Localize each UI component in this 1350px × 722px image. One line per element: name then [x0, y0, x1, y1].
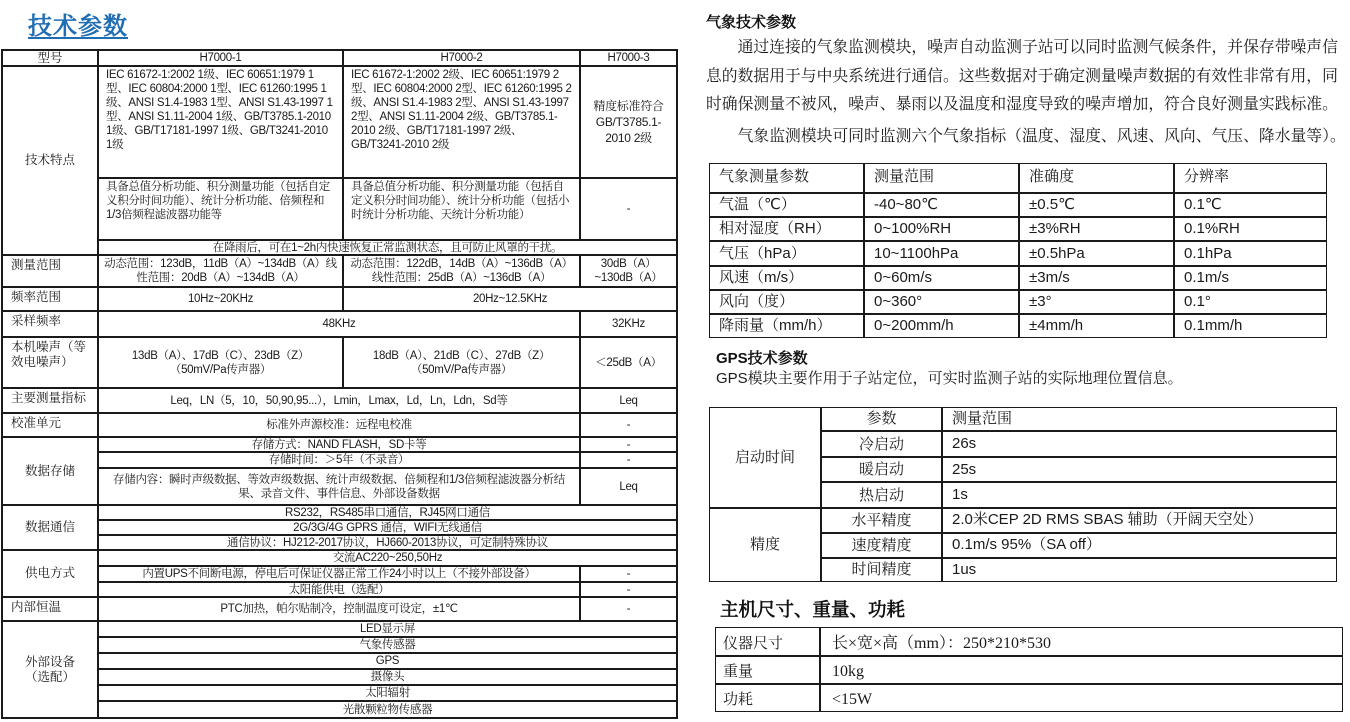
sampling-rate-h7000-3: 32KHz: [580, 311, 677, 337]
gps-value-warm-start: 25s: [942, 457, 1337, 482]
power-solar-h7000-3: -: [580, 582, 677, 597]
gps-value-hot-start: 1s: [942, 482, 1337, 508]
weather-header-accuracy: 准确度: [1019, 163, 1174, 193]
row-label-storage: 数据存储: [2, 437, 98, 505]
gps-header-range: 测量范围: [942, 407, 1337, 431]
power-ac: 交流AC220~250,50Hz: [98, 550, 677, 566]
host-label-dimensions: 仪器尺寸: [715, 627, 820, 656]
weather-cell: ±3%RH: [1019, 217, 1174, 241]
weather-cell: ±0.5℃: [1019, 193, 1174, 217]
row-label-sampling-rate: 采样频率: [2, 311, 98, 337]
weather-cell: 0~360°: [864, 290, 1019, 314]
self-noise-h7000-1: 13dB（A）、17dB（C）、23dB（Z）（50mV/Pa传声器）: [98, 337, 343, 388]
weather-cell: ±4mm/h: [1019, 314, 1174, 338]
gps-param-cold-start: 冷启动: [821, 431, 942, 457]
weather-cell: 气温（℃）: [709, 193, 864, 217]
external-device-item: 光散颗粒物传感器: [98, 701, 677, 718]
gps-value-horizontal: 2.0米CEP 2D RMS SBAS 辅助（开阔天空处）: [942, 508, 1337, 533]
row-label-frequency-range: 频率范围: [2, 287, 98, 311]
weather-cell: 0.1m/s: [1174, 266, 1327, 290]
power-ups-h7000-3: -: [580, 566, 677, 582]
functions-h7000-1: 具备总值分析功能、积分测量功能（包括自定义积分时间功能）、统计分析功能、倍频程和1/3倍频程滤波器功能等: [98, 178, 343, 240]
row-label-self-noise: 本机噪声（等效电噪声）: [2, 337, 98, 388]
weather-header-resolution: 分辨率: [1174, 163, 1327, 193]
weather-header-param: 气象测量参数: [709, 163, 864, 193]
external-device-item: GPS: [98, 653, 677, 669]
sampling-rate-h7000-1-2: 48KHz: [98, 311, 580, 337]
weather-cell: -40~80℃: [864, 193, 1019, 217]
weather-cell: 0.1%RH: [1174, 217, 1327, 241]
weather-cell: 相对湿度（RH）: [709, 217, 864, 241]
measurement-range-h7000-2: 动态范围：122dB，14dB（A）~136dB（A）线性范围：25dB（A）~136dB（A）: [343, 255, 580, 287]
weather-cell: 风向（度）: [709, 290, 864, 314]
gps-header-param: 参数: [821, 407, 942, 431]
header-h7000-3: H7000-3: [580, 50, 677, 66]
thermostat-h7000-3: -: [580, 597, 677, 621]
weather-cell: 0~60m/s: [864, 266, 1019, 290]
gps-group-accuracy: 精度: [709, 508, 821, 582]
weather-cell: 0.1°: [1174, 290, 1327, 314]
weather-cell: 0.1hPa: [1174, 241, 1327, 266]
functions-h7000-3: -: [580, 178, 677, 240]
power-ups: 内置UPS不间断电源，停电后可保证仪器正常工作24小时以上（不接外部设备）: [98, 566, 580, 582]
calibration-h7000-3: -: [580, 413, 677, 437]
self-noise-h7000-2: 18dB（A）、21dB（C）、27dB（Z）（50mV/Pa传声器）: [343, 337, 580, 388]
external-device-item: 太阳辐射: [98, 685, 677, 701]
weather-cell: 0.1mm/h: [1174, 314, 1327, 338]
measurement-range-h7000-1: 动态范围：123dB，11dB（A）~134dB（A）线性范围：20dB（A）~134dB（A）: [98, 255, 343, 287]
gps-value-time: 1us: [942, 558, 1337, 582]
frequency-range-h7000-1: 10Hz~20KHz: [98, 287, 343, 311]
weather-cell: 10~1100hPa: [864, 241, 1019, 266]
storage-duration: 存储时间：＞5年（不录音）: [98, 452, 580, 468]
communication-protocol: 通信协议：HJ212-2017协议，HJ660-2013协议，可定制特殊协议: [98, 535, 677, 550]
gps-param-horizontal: 水平精度: [821, 508, 942, 533]
communication-interfaces: RS232，RS485串口通信，RJ45网口通信: [98, 505, 677, 520]
measurement-range-h7000-3: 30dB（A）~130dB（A）: [580, 255, 677, 287]
storage-method: 存储方式：NAND FLASH，SD卡等: [98, 437, 580, 452]
host-label-power: 功耗: [715, 684, 820, 712]
header-h7000-1: H7000-1: [98, 50, 343, 66]
header-model-label: 型号: [2, 50, 98, 66]
storage-content-h7000-3: Leq: [580, 468, 677, 505]
weather-cell: ±3°: [1019, 290, 1174, 314]
storage-method-h7000-3: -: [580, 437, 677, 452]
gps-param-warm-start: 暖启动: [821, 457, 942, 482]
communication-wireless: 2G/3G/4G GPRS 通信，WIFI无线通信: [98, 520, 677, 535]
main-indicators-h7000-3: Leq: [580, 388, 677, 413]
row-label-features: 技术特点: [2, 66, 98, 255]
weather-indicators-paragraph: 气象监测模块可同时监测六个气象指标（温度、湿度、风速、风向、气压、降水量等）。: [737, 128, 1346, 145]
gps-param-hot-start: 热启动: [821, 482, 942, 508]
host-value-weight: 10kg: [820, 656, 1343, 684]
power-solar: 太阳能供电（选配）: [98, 582, 580, 597]
storage-duration-h7000-3: -: [580, 452, 677, 468]
functions-h7000-2: 具备总值分析功能、积分测量功能（包括自定义积分时间功能）、统计分析功能（包括小时统计分析功能、天统计分析功能）: [343, 178, 580, 240]
host-value-dimensions: 长×宽×高（mm）：250*210*530: [820, 627, 1343, 656]
weather-cell: ±0.5hPa: [1019, 241, 1174, 266]
row-label-measurement-range: 测量范围: [2, 255, 98, 287]
thermostat-h7000-1-2: PTC加热，帕尔贴制冷，控制温度可设定，±1℃: [98, 597, 580, 621]
page-title: 技术参数: [28, 13, 128, 40]
weather-cell: 0.1℃: [1174, 193, 1327, 217]
rain-note: 在降雨后，可在1~2h内快速恢复正常监测状态，且可防止风罩的干扰。: [98, 240, 677, 255]
standards-h7000-2: IEC 61672-1:2002 2级、IEC 60651:1979 2型、IEC 60804:2000 2型、IEC 61260:1995 2级、ANSI S1.4-1983 2型、ANSI S1.43-1997 2型、ANSI S1.11-2004 2级、GB/T3785.1-2010 2级、GB/T17181-1997 2级、GB/T3241-2010 2级: [343, 66, 580, 178]
weather-cell: 气压（hPa）: [709, 241, 864, 266]
row-label-main-indicators: 主要测量指标: [2, 388, 98, 413]
host-label-weight: 重量: [715, 656, 820, 684]
weather-cell: 0~200mm/h: [864, 314, 1019, 338]
row-label-communication: 数据通信: [2, 505, 98, 550]
weather-header-range: 测量范围: [864, 163, 1019, 193]
storage-content: 存储内容：瞬时声级数据、等效声级数据、统计声级数据、倍频程和1/3倍频程滤波器分析结果、录音文件、事件信息、外部设备数据: [98, 468, 580, 505]
gps-description: GPS模块主要作用于子站定位，可实时监测子站的实际地理位置信息。: [716, 370, 1183, 387]
weather-cell: ±3m/s: [1019, 266, 1174, 290]
weather-cell: 降雨量（mm/h）: [709, 314, 864, 338]
calibration-h7000-1-2: 标准外声源校准：远程电校准: [98, 413, 580, 437]
row-label-calibration: 校准单元: [2, 413, 98, 437]
weather-section-title: 气象技术参数: [706, 14, 797, 31]
row-label-power: 供电方式: [2, 550, 98, 597]
gps-param-time: 时间精度: [821, 558, 942, 582]
host-value-power: <15W: [820, 684, 1343, 712]
row-label-thermostat: 内部恒温: [2, 597, 98, 621]
external-device-item: 气象传感器: [98, 637, 677, 653]
standards-h7000-1: IEC 61672-1:2002 1级、IEC 60651:1979 1型、IEC 60804:2000 1型、IEC 61260:1995 1级、ANSI S1.4-1983 1型、ANSI S1.43-1997 1型、ANSI S1.11-2004 1级、GB/T3785.1-2010 1级、GB/T17181-1997 1级、GB/T3241-2010 1级: [98, 66, 343, 178]
weather-cell: 风速（m/s）: [709, 266, 864, 290]
frequency-range-h7000-2-3: 20Hz~12.5KHz: [343, 287, 677, 311]
gps-section-title: GPS技术参数: [716, 350, 808, 367]
gps-group-startup-time: 启动时间: [709, 407, 821, 508]
header-h7000-2: H7000-2: [343, 50, 580, 66]
weather-intro-paragraph: 通过连接的气象监测模块，噪声自动监测子站可以同时监测气候条件，并保存带噪声信息的数据用于与中央系统进行通信。这些数据对于确定测量噪声数据的有效性非常有用，同时确保测量不被风，噪声、暴雨以及温度和湿度导致的噪声增加，符合良好测量实践标准。: [706, 39, 1338, 113]
weather-cell: 0~100%RH: [864, 217, 1019, 241]
gps-value-cold-start: 26s: [942, 431, 1337, 457]
main-indicators-h7000-1-2: Leq，LN（5，10，50,90,95...），Lmin，Lmax，Ld，Ln，Ldn，Sd等: [98, 388, 580, 413]
external-device-item: 摄像头: [98, 669, 677, 685]
external-device-item: LED显示屏: [98, 621, 677, 637]
gps-value-velocity: 0.1m/s 95%（SA off）: [942, 533, 1337, 558]
standards-h7000-3: 精度标准符合GB/T3785.1-2010 2级: [580, 66, 677, 178]
row-label-external-devices: 外部设备（选配）: [2, 621, 98, 718]
host-section-title: 主机尺寸、重量、功耗: [720, 599, 906, 620]
self-noise-h7000-3: ＜25dB（A）: [580, 337, 677, 388]
gps-param-velocity: 速度精度: [821, 533, 942, 558]
